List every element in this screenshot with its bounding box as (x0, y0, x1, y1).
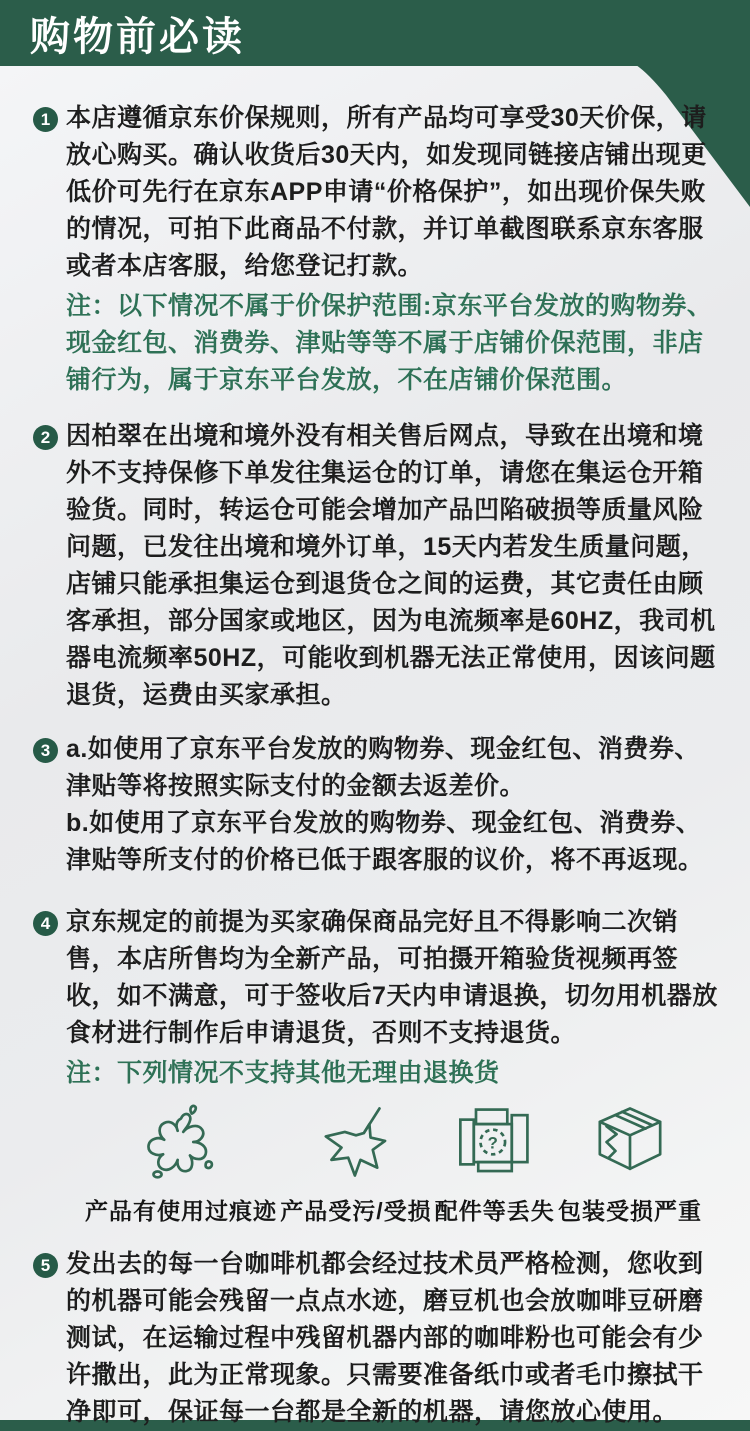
notice-section-1 (33, 100, 750, 399)
number-badge-3: 3 (33, 738, 58, 763)
number-badge-1: 1 (33, 107, 58, 132)
notice-section-3 (33, 731, 750, 879)
icon-item-missing-parts (435, 1104, 555, 1226)
damaged-box-icon (592, 1104, 668, 1180)
section-3-text-b: b.如使用了京东平台发放的购物券、现金红包、消费券、津贴等所支付的价格已低于跟客服的议价，将不再返现。 (66, 809, 704, 874)
notice-section-5 (33, 1246, 750, 1431)
icon-label-stain: 产品有使用过痕迹 (85, 1198, 277, 1224)
number-badge-5: 5 (33, 1253, 58, 1278)
icon-item-damaged-box (558, 1104, 702, 1226)
missing-parts-icon (457, 1104, 533, 1180)
section-2-text: 因柏翠在出境和境外没有相关售后网点，导致在出境和境外不支持保修下单发往集运仓的订单，请您在集运仓开箱验货。同时，转运仓可能会增加产品凹陷破损等质量风险问题，已发往出境和境外订单，15天内若发生质量问题，店铺只能承担集运仓到退货仓之间的运费，其它责任由顾客承担，部分国家或地区，因为电流频率是60HZ，我司机器电流频率50HZ，可能收到机器无法正常使用，因该问题退货，运费由买家承担。 (66, 422, 716, 709)
icon-label-damaged-box: 包装受损严重 (558, 1198, 702, 1224)
section-1-note: 注：以下情况不属于价保护范围:京东平台发放的购物券、现金红包、消费券、津贴等等不属于店铺价保范围，非店铺行为，属于京东平台发放，不在店铺价保范围。 (66, 292, 713, 394)
icon-item-stain (85, 1104, 277, 1226)
page-title: 购物前必读 (30, 14, 245, 59)
icon-item-burst (280, 1104, 431, 1226)
number-badge-2: 2 (33, 425, 58, 450)
svg-text:?: ? (487, 1133, 498, 1153)
section-4-text: 京东规定的前提为买家确保商品完好且不得影响二次销售，本店所售均为全新产品，可拍摄开箱验货视频再签收，如不满意，可于签收后7天内申请退换，切勿用机器放食材进行制作后申请退货，否则不支持退货。 (66, 908, 718, 1047)
burst-icon (318, 1104, 394, 1180)
icon-label-missing-parts: 配件等丢失 (434, 1198, 555, 1224)
number-badge-4: 4 (33, 911, 58, 936)
header-bar (0, 0, 750, 66)
notice-section-4 (33, 904, 750, 1092)
section-4-note: 注：下列情况不支持其他无理由退换货 (66, 1059, 500, 1087)
stain-icon (143, 1104, 219, 1180)
section-3-text-a: a.如使用了京东平台发放的购物券、现金红包、消费券、津贴等将按照实际支付的金额去返差价。 (66, 735, 700, 800)
section-5-text: 发出去的每一台咖啡机都会经过技术员严格检测，您收到的机器可能会残留一点点水迹，磨豆机也会放咖啡豆研磨测试，在运输过程中残留机器内部的咖啡粉也可能会有少许撒出，此为正常现象。只需要准备纸巾或者毛巾擦拭干净即可，保证每一台都是全新的机器，请您放心使用。 (66, 1250, 704, 1426)
notice-section-2 (33, 418, 750, 714)
section-1-text: 本店遵循京东价保规则，所有产品均可享受30天价保，请放心购买。确认收货后30天内，如发现同链接店铺出现更低价可先行在京东APP申请“价格保护”，如出现价保失败的情况，可拍下此商品不付款，并订单截图联系京东客服或者本店客服，给您登记打款。 (66, 104, 707, 280)
notice-content (0, 66, 750, 1431)
icon-label-burst: 产品受污/受损 (280, 1198, 432, 1224)
return-exclusion-icons (33, 1092, 750, 1226)
